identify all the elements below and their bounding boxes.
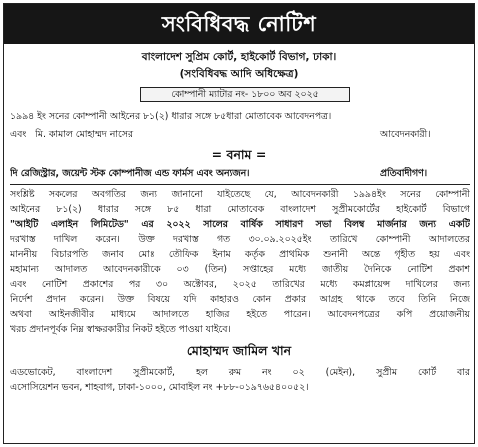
body-line: সংশ্লিষ্ট সকলের অবগতির জন্য জানানো যাইতেছে যে, আবেদনকারী ১৯৯৪ইং সনের কোম্পানী [10,189,470,200]
matter-number: কোম্পানী ম্যাটার নং- ১৮০০ অব ২০২৫ [140,87,350,102]
divider [10,184,470,185]
notice-title: সংবিধিবদ্ধ নোটিশ [4,4,474,44]
body-line: খরচ প্রদানপূর্বক নিম্ন স্বাক্ষরকারীর নিকট হইতে পাওয়া যাইবে। [10,324,231,335]
and-label: এবং [10,129,27,140]
address-line: এসোসিয়েশন ভবন, শাহবাগ, ঢাকা-১০০০, মোবাইল নং +৮৮-০১৯৭৬৫৪০০৫২। [10,382,309,393]
body-line: "আইটি এলাইন লিমিটেড" এর ২০২২ সালের বার্ষিক সাধারণ সভা বিলম্ব মার্জনার জন্য একটি [10,219,470,230]
address-line: এডভোকেট, বাংলাদেশ সুপ্রীমকোর্ট, হল রুম নং ০২ (মেইন), সুপ্রীম কোর্ট বার [10,367,470,378]
respondent-role: প্রতিবাদীগণ। [380,168,428,179]
respondent-row [10,167,470,180]
applicant-name: মি. কামাল মোহাম্মদ নাসের [35,129,133,140]
body-line: দরখাস্ত দাখিল করেন। উক্ত দরখাস্ত গত ৩০.০৯.২০২৫ইং তারিখে কোম্পানী আদালতের [10,234,470,245]
applicant-row [10,128,470,141]
versus-label: = বনাম = [211,147,267,162]
body-line: আইনের ৮১(২) ধারার সঙ্গে ৮৫ ধারা মোতাবেক বাংলাদেশ সুপ্রীমকোর্টের হাইকোর্ট বিভাগে [10,204,470,215]
applicant-role: আবেদনকারী। [380,129,431,140]
signatory-name: মোহাম্মদ জামিল খান [186,343,292,358]
body-line: এবং নোটিশ প্রকাশের পর ৩০ অক্টোবর, ২০২৫ তারিখের মধ্যে কমপ্লায়েন্স দাখিলের জন্য [10,279,470,290]
body-line: নির্দেশ প্রদান করেন। উক্ত বিষয়ে যদি কাহারও কোন প্রকার আগ্রহ থাকে তবে তিনি নিজে [10,294,470,305]
body-line: মহামান্য আদালত আবেদনকারীকে ০৩ (তিন) সপ্তাহের মধ্যে জাতীয় দৈনিকে নোটিশ প্রকাশ [10,264,470,275]
respondent-name: দি রেজিস্ট্রার, জয়েন্ট স্টক কোম্পানীজ এন্ড ফার্মস এবং অন্যজন। [10,168,250,179]
jurisdiction: (সংবিধিবদ্ধ আদি অধিক্ষেত্র) [179,68,299,80]
body-line: অথবা আইনজীবীর মাধ্যমে আদালতে হাজির হইতে পারেন। আবেদনপত্রের কপি প্রয়োজনীয় [10,309,470,320]
application-description: ১৯৯৪ ইং সনের কোম্পানী আইনের ৮১(২) ধারার সঙ্গে ৮৫ধারা মোতাবেক আবেদনপত্র। [10,111,332,122]
legal-notice [3,3,475,444]
body-line: মাননীয় বিচারপতি জনাব মোঃ তৌফিক ইনাম কর্তৃক প্রাথমিক শুনানী অন্তে গৃহীত হয় এবং [10,249,470,260]
court-name: বাংলাদেশ সুপ্রিম কোর্ট, হাইকোর্ট বিভাগ, ঢাকা। [141,51,337,63]
